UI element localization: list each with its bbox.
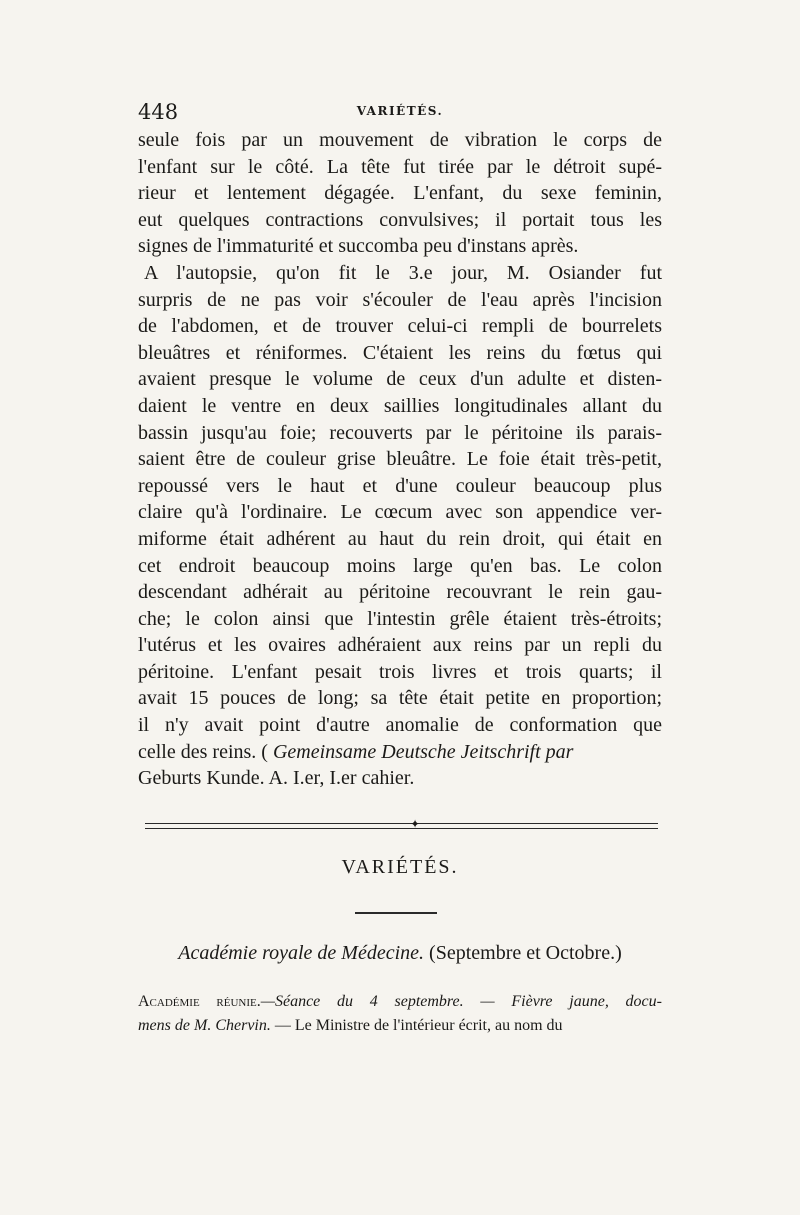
text-line: daient le ventre en deux saillies longitudinales allant du xyxy=(138,394,662,417)
text-line: de l'abdomen, et de trouver celui-ci rempli de bourrelets xyxy=(138,315,662,338)
text-line: bassin jusqu'au foie; recouverts par le péritoine ils parais- xyxy=(138,421,662,444)
minutes-session: —Séance du 4 septembre. — Fièvre jaune, docu- xyxy=(260,993,662,1010)
text-line: saient être de couleur grise bleuâtre. Le foie était très-petit, xyxy=(138,448,662,471)
subheading-italic: Académie royale de Médecine. xyxy=(178,942,425,964)
minutes-line xyxy=(138,990,662,1014)
minutes-line xyxy=(138,1014,662,1038)
section-divider xyxy=(145,823,658,829)
text-line: seule fois par un mouvement de vibration le corps de xyxy=(138,129,662,151)
text-line: surpris de ne pas voir s'écouler de l'eau après l'incision xyxy=(138,288,662,311)
subheading xyxy=(138,942,662,965)
text-line: avait 15 pouces de long; sa tête était petite en proportion; xyxy=(138,687,662,710)
minutes-label: Académie réunie. xyxy=(138,993,261,1010)
text-line: che; le colon ainsi que l'intestin grêle étaient très-étroits; xyxy=(138,607,662,630)
text-line: avaient presque le volume de ceux d'un adulte et disten- xyxy=(138,368,662,391)
heading-underline xyxy=(355,912,437,914)
section-heading: VARIÉTÉS. xyxy=(341,856,459,878)
text-line: cet endroit beaucoup moins large qu'en bas. Le colon xyxy=(138,554,662,577)
subheading-dates: (Septembre et Octobre.) xyxy=(429,942,622,964)
text-line: Geburts Kunde. A. I.er, I.er cahier. xyxy=(138,767,415,790)
minutes-body: — Le Ministre de l'intérieur écrit, au nom du xyxy=(274,1017,563,1034)
text-line: descendant adhérait au péritoine recouvrant le rein gau- xyxy=(138,581,662,604)
text-line: eut quelques contractions convulsives; il portait tous les xyxy=(138,208,662,231)
text-line: A l'autopsie, qu'on fit le 3.e jour, M. Osiander fut xyxy=(144,261,662,284)
running-title: VARIÉTÉS. xyxy=(356,104,444,118)
text-line: repoussé vers le haut et d'une couleur beaucoup plus xyxy=(138,474,662,497)
citation-open: celle des reins. ( xyxy=(138,740,268,763)
text-line: péritoine. L'enfant pesait trois livres et trois quarts; il xyxy=(138,660,662,683)
text-line: bleuâtres et réniformes. C'étaient les reins du fœtus qui xyxy=(138,341,662,364)
text-line: claire qu'à l'ordinaire. Le cœcum avec son appendice ver- xyxy=(138,501,662,524)
text-line: l'enfant sur le côté. La tête fut tirée par le détroit supé- xyxy=(138,155,662,178)
divider-ornament: ✦ xyxy=(410,817,421,831)
text-line-citation xyxy=(138,739,662,766)
running-head xyxy=(138,100,662,130)
minutes-text xyxy=(138,990,662,1038)
body-text xyxy=(138,127,662,792)
citation-title: Gemeinsame Deutsche Jeitschrift par xyxy=(272,740,574,763)
text-line: l'utérus et les ovaires adhéraient aux reins par un repli du xyxy=(138,634,662,657)
text-line: il n'y avait point d'autre anomalie de conformation que xyxy=(138,714,662,737)
text-line: miforme était adhérent au haut du rein droit, qui était en xyxy=(138,527,662,550)
page-number: 448 xyxy=(138,100,179,124)
text-line: signes de l'immaturité et succomba peu d'instans après. xyxy=(138,235,579,258)
minutes-author: mens de M. Chervin. xyxy=(138,1017,271,1034)
text-line: rieur et lentement dégagée. L'enfant, du sexe feminin, xyxy=(138,182,662,205)
